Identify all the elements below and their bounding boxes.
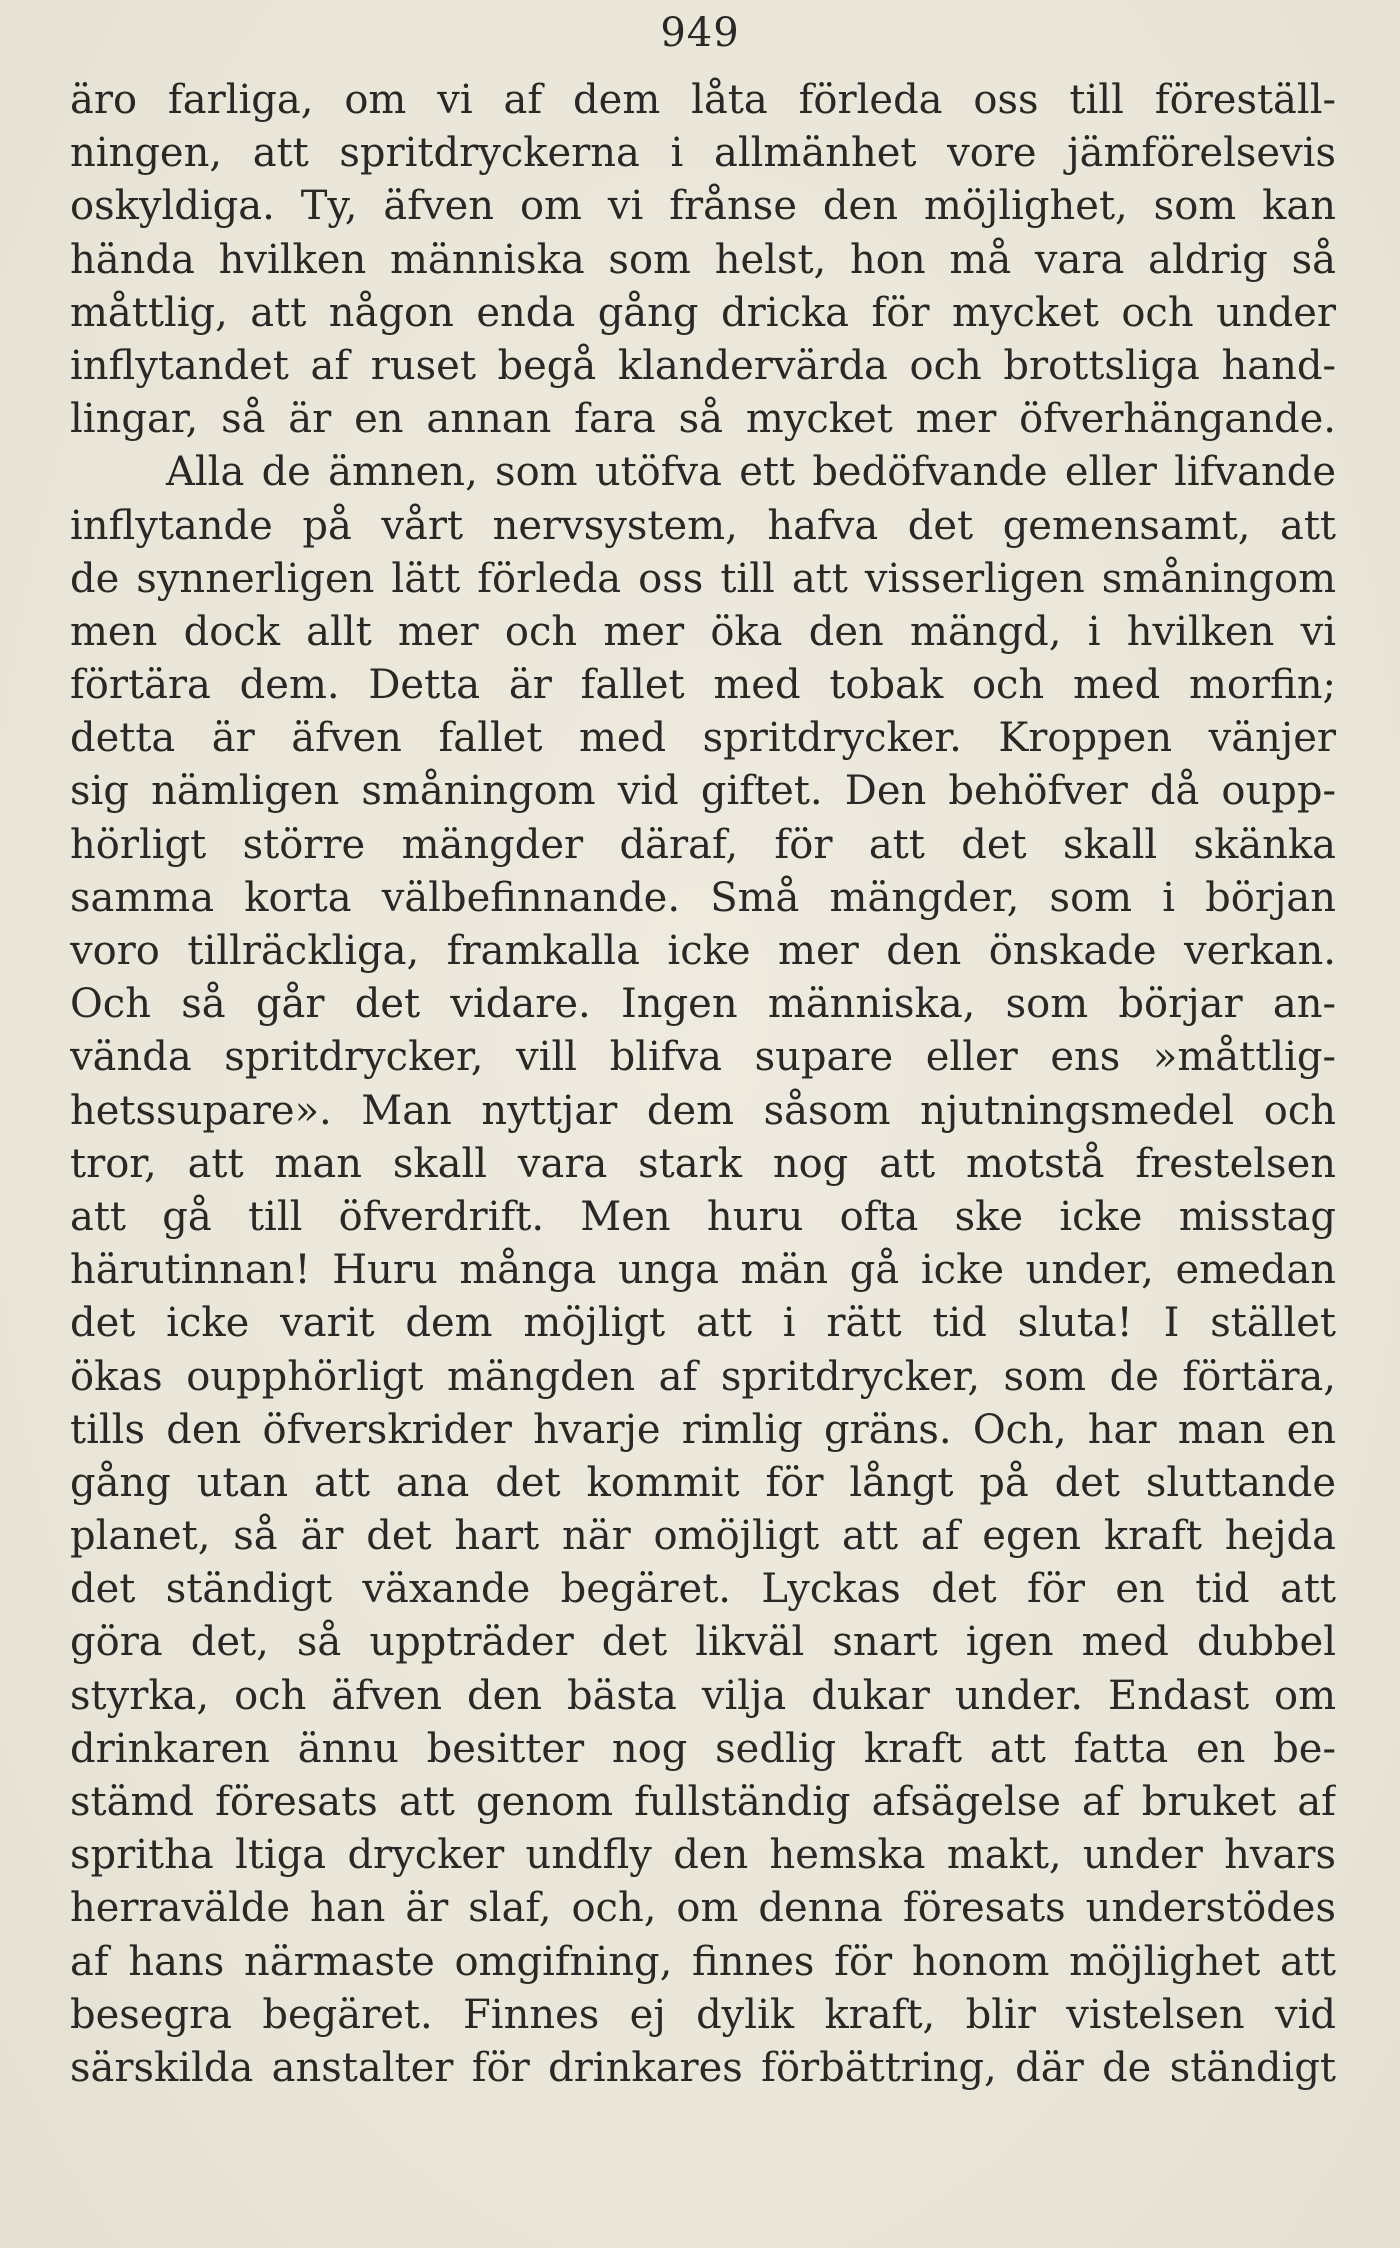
page-number: 949 [660, 10, 740, 56]
text-line: lingar, så är en annan fara så mycket mer öfverhängande. [70, 396, 1336, 443]
text-line: voro tillräckliga, framkalla icke mer den önskade verkan. [70, 928, 1336, 974]
text-line: Och så går det vidare. Ingen människa, som börjar an- [70, 981, 1336, 1028]
text-line: samma korta välbefinnande. Små mängder, som i början [70, 874, 1336, 921]
text-line: styrka, och äfven den bästa vilja dukar under. Endast om [70, 1672, 1336, 1719]
text-line: besegra begäret. Finnes ej dylik kraft, blir vistelsen vid [70, 1991, 1336, 2038]
text-line: oskyldiga. Ty, äfven om vi frånse den möjlighet, som kan [70, 183, 1336, 230]
text-line: det ständigt växande begäret. Lyckas det för en tid att [70, 1566, 1336, 1613]
text-line: förtära dem. Detta är fallet med tobak och med morfin; [70, 662, 1336, 709]
text-line: inflytande på vårt nervsystem, hafva det gemensamt, att [70, 502, 1336, 549]
text-line: af hans närmaste omgifning, finnes för honom möjlighet att [70, 1938, 1336, 1985]
text-line: att gå till öfverdrift. Men huru ofta ske icke misstag [70, 1193, 1336, 1240]
text-line: äro farliga, om vi af dem låta förleda oss till föreställ- [70, 77, 1336, 123]
text-line: detta är äfven fallet med spritdrycker. Kroppen vänjer [70, 715, 1336, 762]
text-line: hörligt större mängder däraf, för att det skall skänka [70, 821, 1336, 868]
text-line: drinkaren ännu besitter nog sedlig kraft att fatta en be- [70, 1725, 1336, 1772]
text-line: hända hvilken människa som helst, hon må vara aldrig så [70, 236, 1336, 283]
text-line: tror, att man skall vara stark nog att motstå frestelsen [70, 1140, 1336, 1187]
text-line: måttlig, att någon enda gång dricka för mycket och under [70, 289, 1336, 336]
text-line: tills den öfverskrider hvarje rimlig gräns. Och, har man en [70, 1406, 1336, 1453]
text-line: inflytandet af ruset begå klandervärda och brottsliga hand- [70, 342, 1336, 389]
text-line: planet, så är det hart när omöjligt att af egen kraft hejda [70, 1513, 1336, 1560]
text-line: gång utan att ana det kommit för långt på det sluttande [70, 1459, 1336, 1506]
text-line: spritha ltiga drycker undfly den hemska makt, under hvars [70, 1832, 1336, 1879]
paragraph-first-line: Alla de ämnen, som utöfva ett bedöfvande eller lifvande [166, 449, 1336, 496]
text-line: det icke varit dem möjligt att i rätt tid sluta! I stället [70, 1300, 1336, 1347]
text-line: men dock allt mer och mer öka den mängd, i hvilken vi [70, 608, 1336, 655]
text-line: göra det, så uppträder det likväl snart igen med dubbel [70, 1619, 1336, 1666]
text-line: de synnerligen lätt förleda oss till att visserligen småningom [70, 555, 1336, 602]
text-line: särskilda anstalter för drinkares förbättring, där de ständigt [70, 2044, 1336, 2091]
body-text [70, 74, 1336, 2095]
text-line: stämd föresats att genom fullständig afsägelse af bruket af [70, 1779, 1336, 1825]
text-line: ningen, att spritdryckerna i allmänhet vore jämförelsevis [70, 130, 1336, 177]
text-line: herravälde han är slaf, och, om denna föresats understödes [70, 1885, 1336, 1932]
text-line: sig nämligen småningom vid giftet. Den behöfver då oupp- [70, 768, 1336, 815]
text-line: hetssupare». Man nyttjar dem såsom njutningsmedel och [70, 1087, 1336, 1134]
text-line: härutinnan! Huru många unga män gå icke under, emedan [70, 1247, 1336, 1294]
text-line: ökas oupphörligt mängden af spritdrycker, som de förtära, [70, 1353, 1336, 1400]
text-line: vända spritdrycker, vill blifva supare eller ens »måttlig- [70, 1034, 1336, 1081]
